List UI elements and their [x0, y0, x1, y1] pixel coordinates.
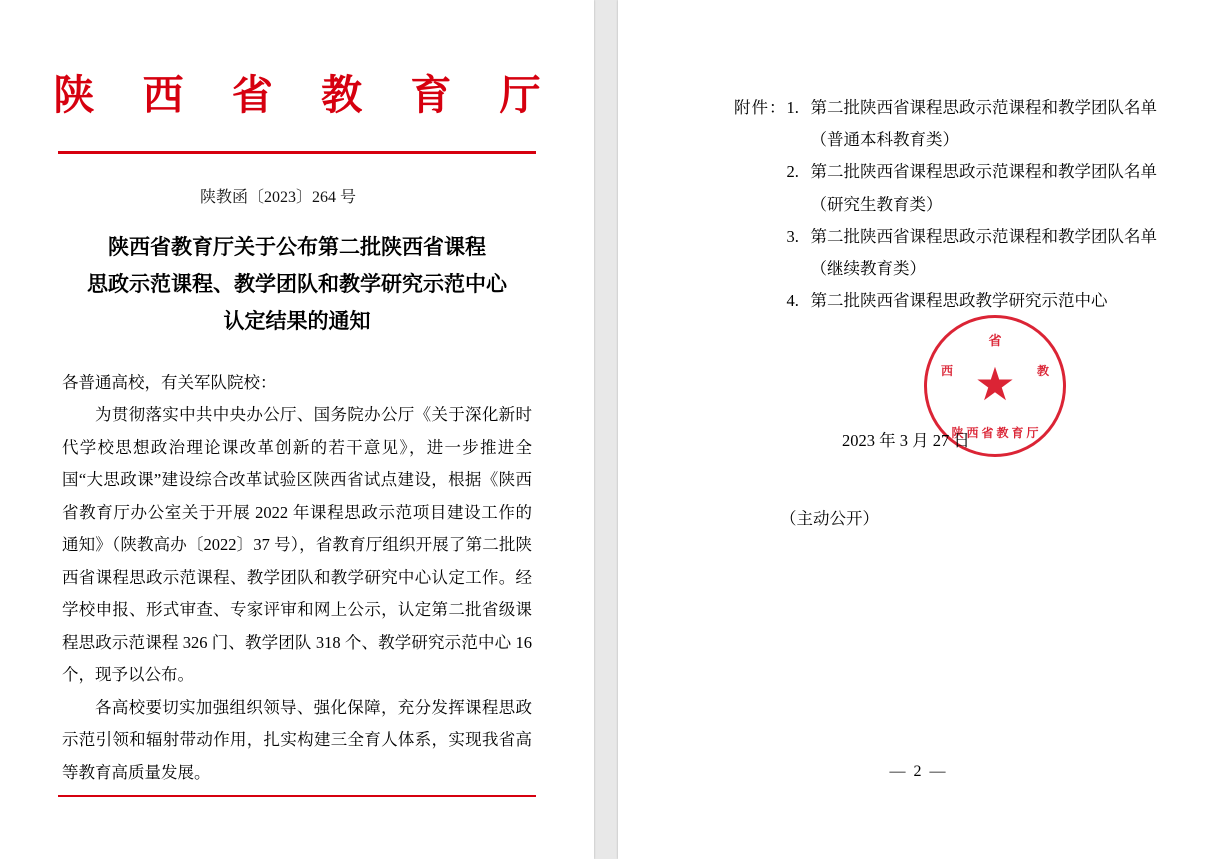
seal-star-icon: ★ — [974, 359, 1016, 411]
seal-right-text: 教 — [1036, 364, 1049, 379]
body-paragraph-2: 各高校要切实加强组织领导、强化保障，充分发挥课程思政示范引领和辐射带动作用，扎实构建三全育人体系，实现我省高等教育高质量发展。 — [62, 697, 532, 782]
body-paragraph-1: 为贯彻落实中共中央办公厅、国务院办公厅《关于深化新时代学校思想政治理论课改革创新的若干意见》，进一步推进全国“大思政课”建设综合改革试验区陕西省试点建设，根据《陕西省教育厅办公室关于开展 2022 年课程思政示范项目建设工作的通知》（陕教高办〔2022〕37 号），省教育厅组织开展了第二批陕西省课程思政示范课程、教学团队和教学研究中心认定工作。经学校申报、形式审查、专家评审和网上公示，认定第二批省级课程思政示范课程 326 门、教学团队 318 个、教学研究示范中心 16 个，现予以公布。 — [62, 405, 532, 685]
attachment-section — [618, 92, 1219, 317]
list-item-sub — [787, 253, 1158, 285]
attachment-header-row — [734, 92, 1219, 317]
page-number: — 2 — — [889, 763, 948, 780]
seal-arc-top-text: 省 — [988, 333, 1009, 349]
attachment-list — [787, 92, 1158, 317]
footer-red-rule — [58, 795, 536, 798]
list-item — [787, 156, 1158, 188]
salutation: 各普通高校，有关军队院校： — [62, 372, 277, 392]
list-item — [787, 285, 1158, 317]
document-page-left — [0, 0, 594, 859]
attachment-number: 2. — [786, 162, 799, 182]
document-title-line-1: 陕西省教育厅关于公布第二批陕西省课程 — [108, 234, 486, 259]
header-red-rule — [58, 151, 536, 154]
document-title-line-3: 认定结果的通知 — [223, 309, 371, 334]
document-body — [62, 367, 532, 790]
signature-date: 2023 年 3 月 27 日 — [842, 431, 970, 451]
seal-arc-bottom-text: 陕西省教育厅 — [951, 426, 1042, 441]
publish-note: （主动公开） — [780, 509, 879, 529]
attachment-number: 4. — [786, 291, 799, 311]
document-page-right — [618, 0, 1219, 859]
attachment-subtext: （继续教育类） — [810, 258, 926, 278]
attachment-subtext: （普通本科教育类） — [810, 130, 959, 150]
attachment-number: 1. — [786, 98, 799, 117]
list-item — [787, 92, 1158, 124]
document-title-line-2: 思政示范课程、教学团队和教学研究示范中心 — [87, 271, 507, 296]
document-number: 陕教函〔2023〕264 号 — [199, 188, 356, 206]
list-item-sub — [787, 124, 1158, 156]
attachment-text: 第二批陕西省课程思政示范课程和教学团队名单 — [810, 98, 1157, 117]
attachment-label: 附件： — [734, 98, 787, 117]
attachment-subtext: （研究生教育类） — [810, 194, 943, 214]
list-item — [787, 221, 1158, 253]
attachment-text: 第二批陕西省课程思政教学研究示范中心 — [810, 291, 1108, 311]
document-title — [62, 229, 532, 341]
attachment-number: 3. — [786, 226, 799, 246]
attachment-text: 第二批陕西省课程思政示范课程和教学团队名单 — [810, 162, 1157, 182]
seal-and-date-block — [618, 335, 1219, 485]
list-item-sub — [787, 189, 1158, 221]
letterhead-title: 陕 西 省 教 育 厅 — [53, 72, 560, 118]
seal-left-text: 西 — [941, 364, 954, 379]
attachment-text: 第二批陕西省课程思政示范课程和教学团队名单 — [810, 226, 1157, 246]
